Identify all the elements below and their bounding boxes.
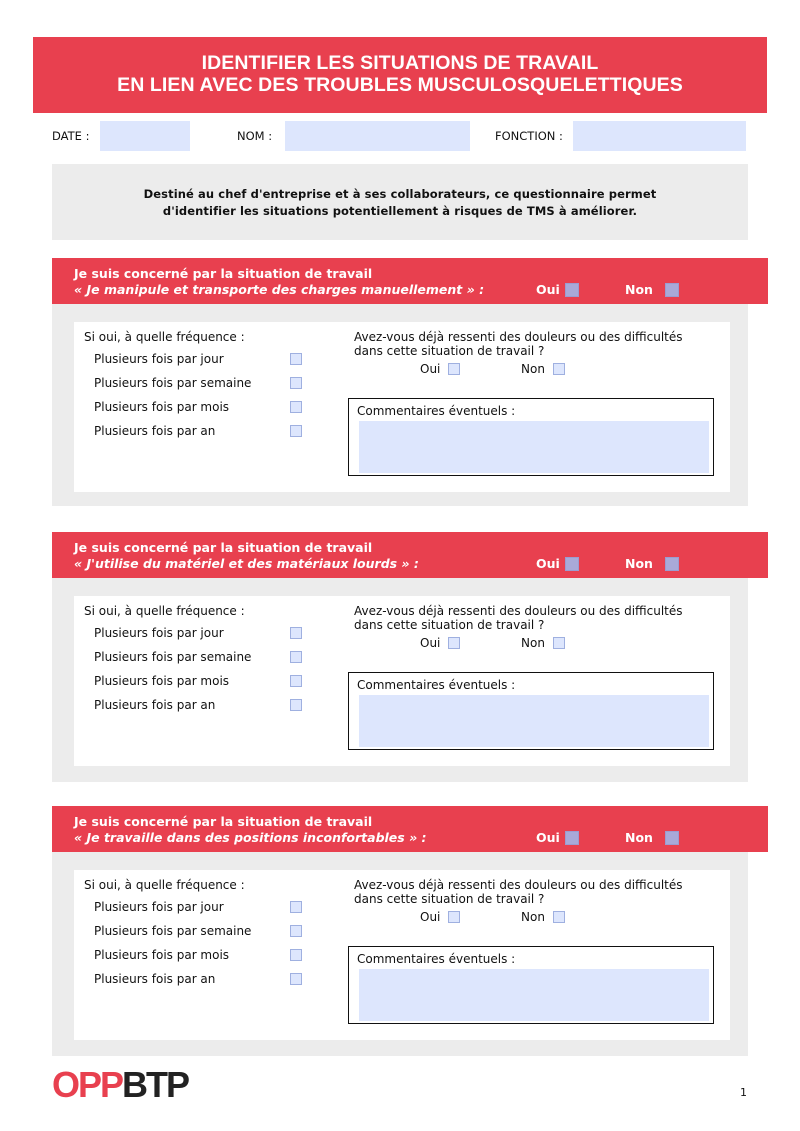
concerned-no-label: Non: [625, 556, 653, 571]
frequency-option: Plusieurs fois par jour: [94, 352, 224, 366]
frequency-option: Plusieurs fois par mois: [94, 674, 230, 688]
comment-box: [348, 946, 714, 1024]
section-header: [52, 806, 768, 852]
frequency-checkbox[interactable]: [290, 949, 302, 961]
frequency-option: Plusieurs fois par an: [94, 424, 216, 438]
frequency-title: Si oui, à quelle fréquence :: [84, 878, 245, 892]
concerned-no-label: Non: [625, 282, 653, 297]
section-header: [52, 258, 768, 304]
fonction-field[interactable]: [573, 121, 746, 151]
page-number: 1: [740, 1086, 747, 1099]
concerned-yes-label: Oui: [536, 830, 560, 845]
comment-field[interactable]: [359, 695, 709, 747]
title-line-1: IDENTIFIER LES SITUATIONS DE TRAVAIL: [201, 52, 599, 74]
concerned-yes-checkbox[interactable]: [565, 283, 579, 297]
concerned-no-checkbox[interactable]: [665, 283, 679, 297]
frequency-option: Plusieurs fois par semaine: [94, 650, 252, 664]
pain-yes-label: Oui: [420, 910, 441, 924]
intro-line-1: Destiné au chef d'entreprise et à ses collaborateurs, ce questionnaire permet: [143, 187, 657, 201]
comment-label: Commentaires éventuels :: [357, 678, 516, 692]
pain-question: [354, 330, 734, 358]
pain-no-label: Non: [521, 636, 545, 650]
pain-no-label: Non: [521, 362, 545, 376]
frequency-checkbox[interactable]: [290, 425, 302, 437]
pain-yes-checkbox[interactable]: [448, 637, 460, 649]
frequency-checkbox[interactable]: [290, 699, 302, 711]
frequency-option: Plusieurs fois par mois: [94, 948, 230, 962]
section-situation: « Je manipule et transporte des charges manuellement » :: [74, 282, 485, 297]
pain-question-line-1: Avez-vous déjà ressenti des douleurs ou des difficultés: [354, 330, 683, 344]
section-body: [74, 870, 730, 1040]
frequency-checkbox[interactable]: [290, 925, 302, 937]
frequency-checkbox[interactable]: [290, 973, 302, 985]
pain-question-line-2: dans cette situation de travail ?: [354, 344, 545, 358]
logo-part-1: OPP: [52, 1064, 123, 1105]
section-heading: Je suis concerné par la situation de travail: [74, 814, 373, 829]
fonction-label: FONCTION :: [495, 129, 563, 143]
comment-box: [348, 672, 714, 750]
intro-text: [52, 164, 748, 240]
nom-field[interactable]: [285, 121, 470, 151]
section-situation: « J'utilise du matériel et des matériaux lourds » :: [74, 556, 419, 571]
page-title: [33, 37, 767, 113]
frequency-option: Plusieurs fois par jour: [94, 900, 224, 914]
pain-no-label: Non: [521, 910, 545, 924]
frequency-title: Si oui, à quelle fréquence :: [84, 604, 245, 618]
section-heading: Je suis concerné par la situation de travail: [74, 540, 373, 555]
concerned-no-label: Non: [625, 830, 653, 845]
frequency-option: Plusieurs fois par jour: [94, 626, 224, 640]
section-header: [52, 532, 768, 578]
frequency-checkbox[interactable]: [290, 651, 302, 663]
pain-yes-checkbox[interactable]: [448, 911, 460, 923]
section-heading: Je suis concerné par la situation de travail: [74, 266, 373, 281]
title-line-2: EN LIEN AVEC DES TROUBLES MUSCULOSQUELETTIQUES: [117, 74, 683, 96]
pain-question-line-1: Avez-vous déjà ressenti des douleurs ou des difficultés: [354, 604, 683, 618]
logo-part-2: BTP: [122, 1064, 189, 1105]
concerned-no-checkbox[interactable]: [665, 831, 679, 845]
intro-line-2: d'identifier les situations potentiellement à risques de TMS à améliorer.: [162, 204, 638, 218]
concerned-yes-checkbox[interactable]: [565, 557, 579, 571]
frequency-option: Plusieurs fois par mois: [94, 400, 230, 414]
pain-question: [354, 878, 734, 906]
frequency-option: Plusieurs fois par semaine: [94, 924, 252, 938]
frequency-checkbox[interactable]: [290, 377, 302, 389]
pain-question-line-2: dans cette situation de travail ?: [354, 892, 545, 906]
concerned-yes-checkbox[interactable]: [565, 831, 579, 845]
frequency-title: Si oui, à quelle fréquence :: [84, 330, 245, 344]
frequency-checkbox[interactable]: [290, 627, 302, 639]
comment-field[interactable]: [359, 421, 709, 473]
concerned-no-checkbox[interactable]: [665, 557, 679, 571]
comment-label: Commentaires éventuels :: [357, 404, 516, 418]
pain-no-checkbox[interactable]: [553, 363, 565, 375]
concerned-yes-label: Oui: [536, 282, 560, 297]
frequency-checkbox[interactable]: [290, 401, 302, 413]
comment-field[interactable]: [359, 969, 709, 1021]
pain-question-line-1: Avez-vous déjà ressenti des douleurs ou des difficultés: [354, 878, 683, 892]
pain-no-checkbox[interactable]: [553, 911, 565, 923]
section-body: [74, 596, 730, 766]
pain-no-checkbox[interactable]: [553, 637, 565, 649]
comment-box: [348, 398, 714, 476]
pain-question-line-2: dans cette situation de travail ?: [354, 618, 545, 632]
concerned-yes-label: Oui: [536, 556, 560, 571]
date-label: DATE :: [52, 129, 90, 143]
date-field[interactable]: [100, 121, 190, 151]
section-body: [74, 322, 730, 492]
frequency-option: Plusieurs fois par an: [94, 698, 216, 712]
pain-yes-label: Oui: [420, 362, 441, 376]
comment-label: Commentaires éventuels :: [357, 952, 516, 966]
pain-question: [354, 604, 734, 632]
nom-label: NOM :: [237, 129, 273, 143]
pain-yes-label: Oui: [420, 636, 441, 650]
section-situation: « Je travaille dans des positions inconfortables » :: [74, 830, 427, 845]
frequency-option: Plusieurs fois par semaine: [94, 376, 252, 390]
oppbtp-logo: [52, 1064, 188, 1106]
frequency-option: Plusieurs fois par an: [94, 972, 216, 986]
frequency-checkbox[interactable]: [290, 675, 302, 687]
frequency-checkbox[interactable]: [290, 901, 302, 913]
frequency-checkbox[interactable]: [290, 353, 302, 365]
pain-yes-checkbox[interactable]: [448, 363, 460, 375]
